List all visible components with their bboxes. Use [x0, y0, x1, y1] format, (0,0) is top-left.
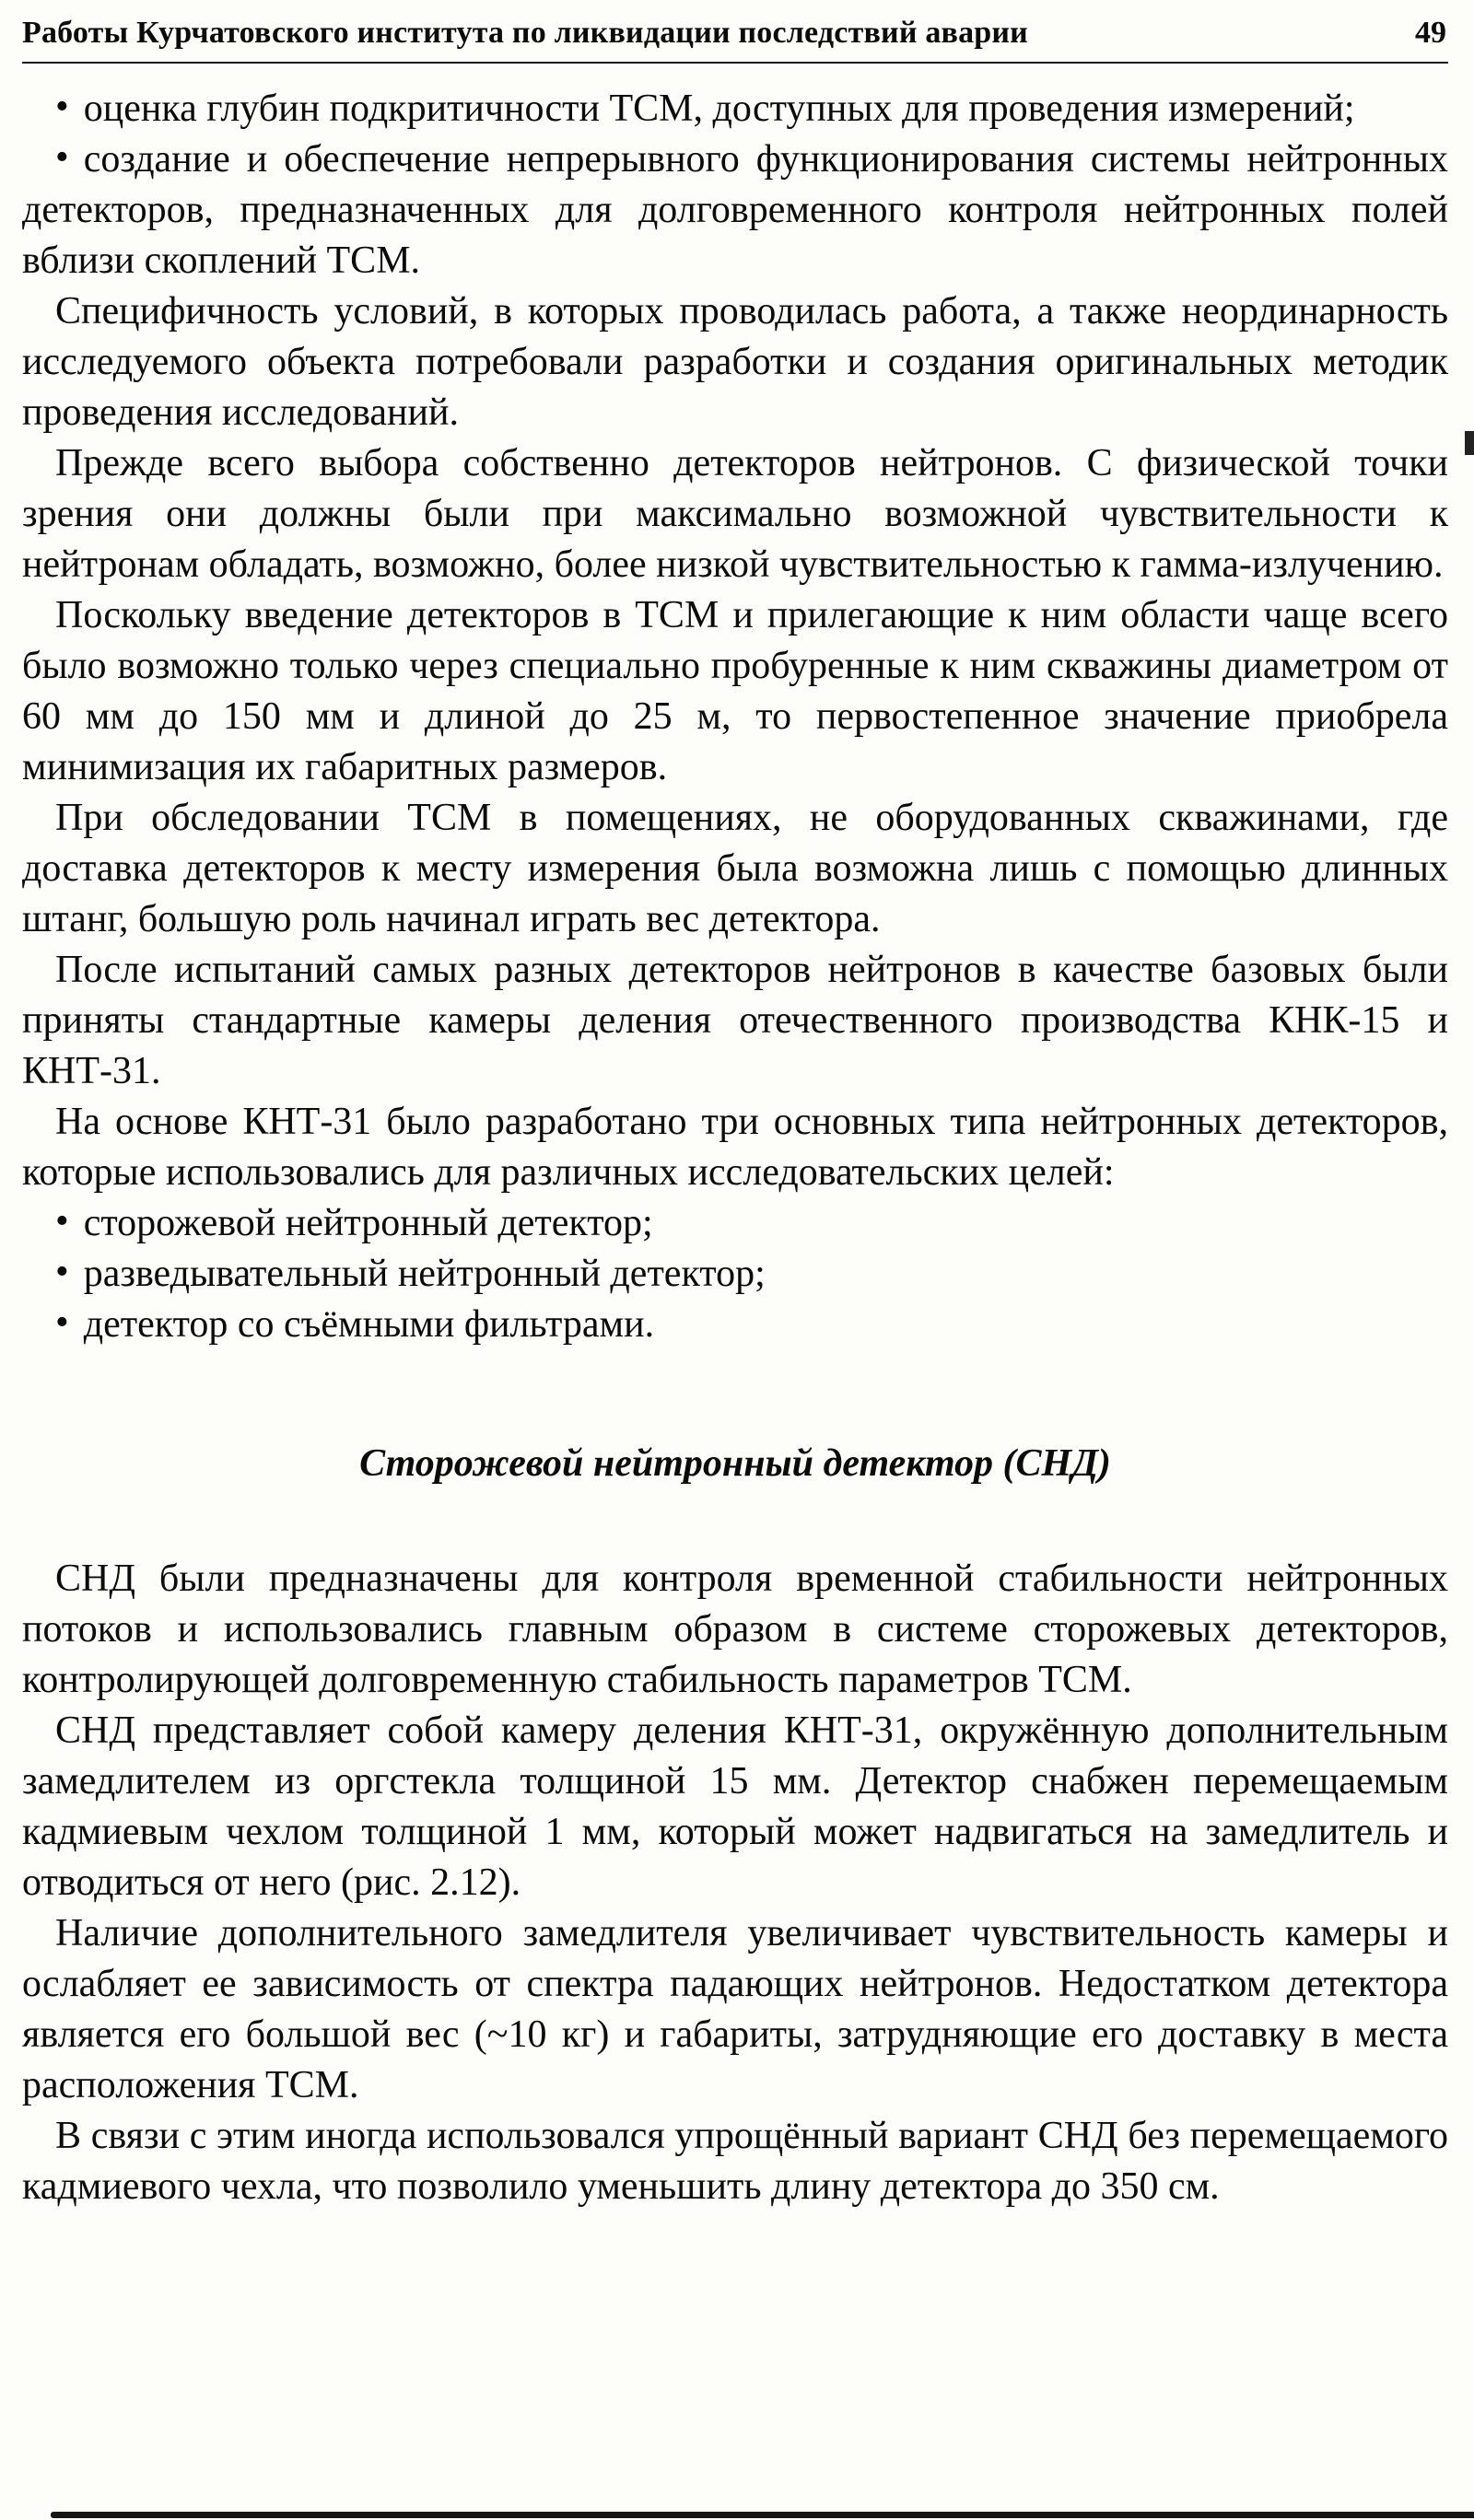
body-text [22, 84, 1448, 2212]
bullet-icon: • [55, 135, 69, 179]
running-header-title: Работы Курчатовского института по ликвидации последствий аварии [22, 16, 1028, 50]
bullet-text: детектор со съёмными фильтрами. [83, 1302, 655, 1346]
scan-artifact [1465, 431, 1474, 455]
bullet-text: создание и обеспечение непрерывного функционирования системы нейтронных детекторов, предназначенных для долговременного контроля нейтронных полей вблизи скоплений ТСМ. [22, 137, 1448, 282]
paragraph: В связи с этим иногда использовался упрощённый вариант СНД без перемещаемого кадмиевого чехла, что позволило уменьшить длину детектора до 350 см. [22, 2114, 1448, 2208]
bullet-text: сторожевой нейтронный детектор; [83, 1201, 653, 1244]
running-header [22, 15, 1448, 64]
bullet-text: оценка глубин подкритичности ТСМ, доступных для проведения измерений; [83, 87, 1355, 130]
bullet-icon: • [55, 85, 69, 128]
bullet-icon: • [55, 1301, 69, 1344]
paragraph: СНД представляет собой камеру деления КНТ-31, окружённую дополнительным замедлителем из оргстекла толщиной 15 мм. Детектор снабжен перемещаемым кадмиевым чехлом толщиной 1 мм, который может надвигаться на замедлитель и отводиться от него (рис. 2.12). [22, 1709, 1448, 1904]
bullet-item [22, 84, 1448, 134]
page-number: 49 [1415, 16, 1446, 50]
paragraph: Поскольку введение детекторов в ТСМ и прилегающие к ним области чаще всего было возможно только через специально пробуренные к ним скважины диаметром от 60 мм до 150 мм и длиной до 25 м, то первостепенное значение приобрела минимизация их габаритных размеров. [22, 593, 1448, 788]
paragraph: На основе КНТ-31 было разработано три основных типа нейтронных детекторов, которые использовались для различных исследовательских целей: [22, 1100, 1448, 1194]
bullet-item [22, 1300, 1448, 1350]
bullet-item [22, 1249, 1448, 1300]
section-heading: Сторожевой нейтронный детектор (СНД) [359, 1441, 1111, 1485]
scan-page-edge [51, 2512, 1474, 2518]
paragraph: СНД были предназначены для контроля временной стабильности нейтронных потоков и использовались главным образом в системе сторожевых детекторов, контролирующей долговременную стабильность параметров ТСМ. [22, 1557, 1448, 1701]
bullet-item [22, 1198, 1448, 1249]
bullet-icon: • [55, 1250, 69, 1293]
paragraph: После испытаний самых разных детекторов нейтронов в качестве базовых были приняты стандартные камеры деления отечественного производства КНК-15 и КНТ-31. [22, 948, 1448, 1092]
bullet-item [22, 134, 1448, 286]
paragraph: Наличие дополнительного замедлителя увеличивает чувствительность камеры и ослабляет ее зависимость от спектра падающих нейтронов. Недостатком детектора является его большой вес (~10 кг) и габариты, затрудняющие его доставку в места расположения ТСМ. [22, 1911, 1448, 2106]
paragraph: При обследовании ТСМ в помещениях, не оборудованных скважинами, где доставка детекторов к месту измерения была возможна лишь с помощью длинных штанг, большую роль начинал играть вес детектора. [22, 796, 1448, 940]
bullet-text: разведывательный нейтронный детектор; [83, 1252, 766, 1295]
paragraph: Специфичность условий, в которых проводилась работа, а также неординарность исследуемого объекта потребовали разработки и создания оригинальных методик проведения исследований. [22, 289, 1448, 434]
bullet-icon: • [55, 1199, 69, 1242]
paragraph: Прежде всего выбора собственно детекторов нейтронов. С физической точки зрения они должны были при максимально возможной чувствительности к нейтронам обладать, возможно, более низкой чувствительностью к гамма-излучению. [22, 441, 1448, 586]
